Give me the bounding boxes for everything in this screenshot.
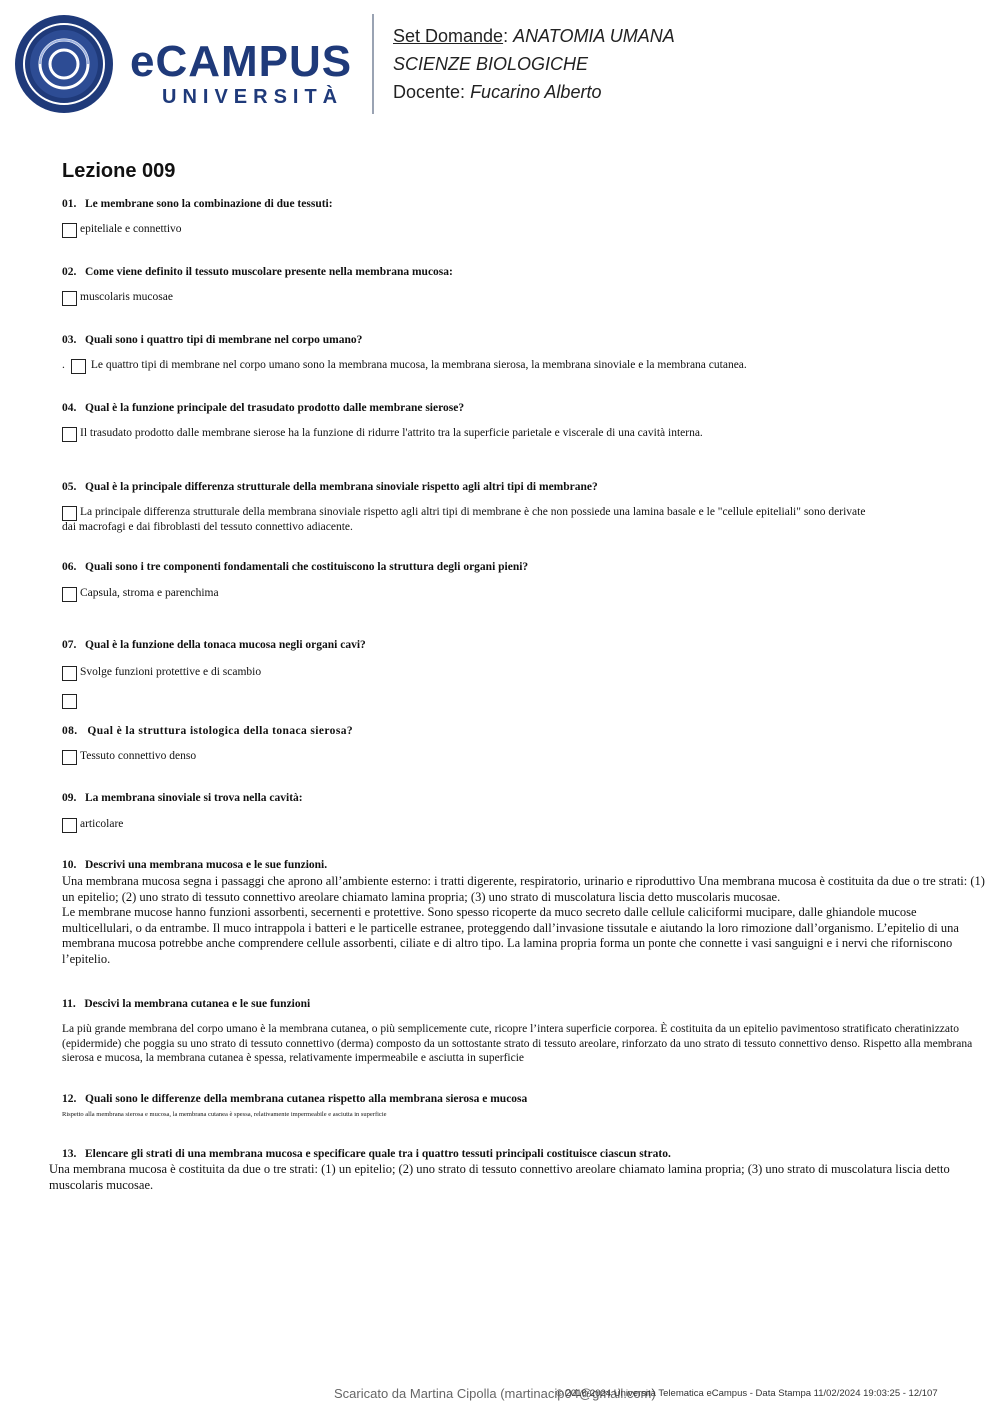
question-3: 03. Quali sono i quattro tipi di membrane nel corpo umano? [62, 334, 363, 346]
answer-5-continued: dai macrofagi e dai fibroblasti del tessuto connettivo adiacente. [62, 521, 353, 533]
answer-checkbox[interactable] [62, 818, 77, 833]
university-seal-icon [14, 14, 114, 114]
answer-4: Il trasudato prodotto dalle membrane sierose ha la funzione di ridurre l'attrito tra la superficie parietale e viscerale di una cavità interna. [62, 427, 703, 442]
header-info: Set Domande: ANATOMIA UMANA SCIENZE BIOLOGICHE Docente: Fucarino Alberto [393, 26, 675, 102]
header-divider [372, 14, 374, 114]
answer-checkbox[interactable] [62, 587, 77, 602]
set-value: ANATOMIA UMANA [513, 26, 675, 46]
answer-9: articolare [62, 818, 123, 833]
question-10: 10. Descrivi una membrana mucosa e le sue funzioni. [62, 859, 328, 871]
answer-1: epiteliale e connettivo [62, 223, 182, 238]
teacher-label: Docente: [393, 82, 466, 102]
question-5: 05. Qual è la principale differenza strutturale della membrana sinoviale rispetto agli altri tipi di membrane? [62, 481, 598, 493]
question-11: 11. Descivi la membrana cutanea e le sue funzioni [62, 998, 311, 1010]
download-watermark: Scaricato da Martina Cipolla (martinacip04@gmail.com) [334, 1386, 656, 1401]
question-1: 01. Le membrane sono la combinazione di due tessuti: [62, 198, 333, 210]
answer-3: . Le quattro tipi di membrane nel corpo umano sono la membrana mucosa, la membrana sierosa, la membrana sinoviale e la membrana cutanea. [62, 359, 747, 374]
question-4: 04. Qual è la funzione principale del trasudato prodotto dalle membrane sierose? [62, 402, 465, 414]
answer-7-empty [62, 694, 80, 709]
answer-13: Una membrana mucosa è costituita da due o tre strati: (1) un epitelio; (2) uno strato di tessuto connettivo areolare chiamato lamina propria; (3) uno strato di muscolatura liscia detto muscolaris mucosae. [49, 1162, 950, 1192]
teacher-name: Fucarino Alberto [470, 82, 602, 102]
question-8: 08. Qual è la struttura istologica della tonaca sierosa? [62, 725, 353, 737]
answer-11: La più grande membrana del corpo umano è la membrana cutanea, o più semplicemente cute, ricopre l’intera superficie corporea. È costituita da un epitelio pavimentoso stratificato cheratinizzato (epidermide) che poggia su uno strato di tessuto connettivo (derma) composto da un sottostante strato di tessuto areolare, rinforzato da uno strato di tessuto connettivo denso. Rispetto alla membrana sierosa e mucosa, la membrana cutanea è spessa, relativamente impermeabile e asciutta in superficie [62, 1023, 973, 1064]
answer-checkbox[interactable] [62, 427, 77, 442]
answer-checkbox[interactable] [62, 666, 77, 681]
question-6: 06. Quali sono i tre componenti fondamentali che costituiscono la struttura degli organi pieni? [62, 561, 529, 573]
answer-checkbox[interactable] [62, 694, 77, 709]
answer-checkbox[interactable] [62, 750, 77, 765]
answer-6: Capsula, stroma e parenchima [62, 587, 219, 602]
answer-5: La principale differenza strutturale della membrana sinoviale rispetto agli altri tipi di membrane è che non possiede una lamina basale e le "cellule epiteliali" sono derivate [62, 506, 865, 521]
print-info: © 2016-2024 Università Telematica eCampus - Data Stampa 11/02/2024 19:03:25 - 12/107 [556, 1388, 938, 1399]
answer-2: muscolaris mucosae [62, 291, 173, 306]
course-name: SCIENZE BIOLOGICHE [393, 54, 589, 74]
answer-8: Tessuto connettivo denso [62, 750, 196, 765]
answer-checkbox[interactable] [62, 223, 77, 238]
question-12: 12. Quali sono le differenze della membrana cutanea rispetto alla membrana sierosa e mucosa [62, 1093, 528, 1105]
answer-7: Svolge funzioni protettive e di scambio [62, 666, 261, 681]
question-2: 02. Come viene definito il tessuto muscolare presente nella membrana mucosa: [62, 266, 453, 278]
question-13: 13. Elencare gli strati di una membrana mucosa e specificare quale tra i quattro tessuti principali costituisce ciascun strato. [62, 1148, 671, 1160]
lesson-title: Lezione 009 [62, 160, 176, 182]
brand-subtitle: UNIVERSITÀ [162, 86, 344, 108]
set-label: Set Domande [393, 26, 504, 46]
answer-10: Una membrana mucosa segna i passaggi che aprono all’ambiente esterno: i tratti digerente, respiratorio, urinario e riproduttivo Una membrana mucosa è costituita da due o tre strati: (1) un epitelio; (2) uno strato di tessuto connettivo areolare chiamato lamina propria; (3) uno strato di muscolatura liscia detto muscolaris mucosae. Le membrane mucose hanno funzioni assorbenti, secernenti e protettive. Sono spesso ricoperte da muco secreto dalle cellule caliciformi mucipare, dalle ghiandole mucose multicellulari, o da entrambe. Il muco intrappola i batteri e le particelle estranee, proteggendo dall’invasione tissutale e aiutando la loro rimozione dall’organismo. L’epitelio di una membrana mucosa potrebbe anche comprendere cellule assorbenti, ciliate e di altro tipo. La lamina propria forma un ponte che connette i vasi sanguigni e i nervi che riforniscono l’epitelio. [62, 874, 985, 966]
answer-checkbox[interactable] [62, 506, 77, 521]
answer-12: Rispetto alla membrana sierosa e mucosa, la membrana cutanea è spessa, relativamente impermeabile e asciutta in superficie [62, 1111, 387, 1118]
brand-logo [130, 37, 353, 109]
brand-name: eCAMPUS [130, 37, 353, 86]
question-7: 07. Qual è la funzione della tonaca mucosa negli organi cavi? [62, 639, 366, 651]
question-9: 09. La membrana sinoviale si trova nella cavità: [62, 792, 303, 804]
answer-checkbox[interactable] [71, 359, 86, 374]
answer-checkbox[interactable] [62, 291, 77, 306]
